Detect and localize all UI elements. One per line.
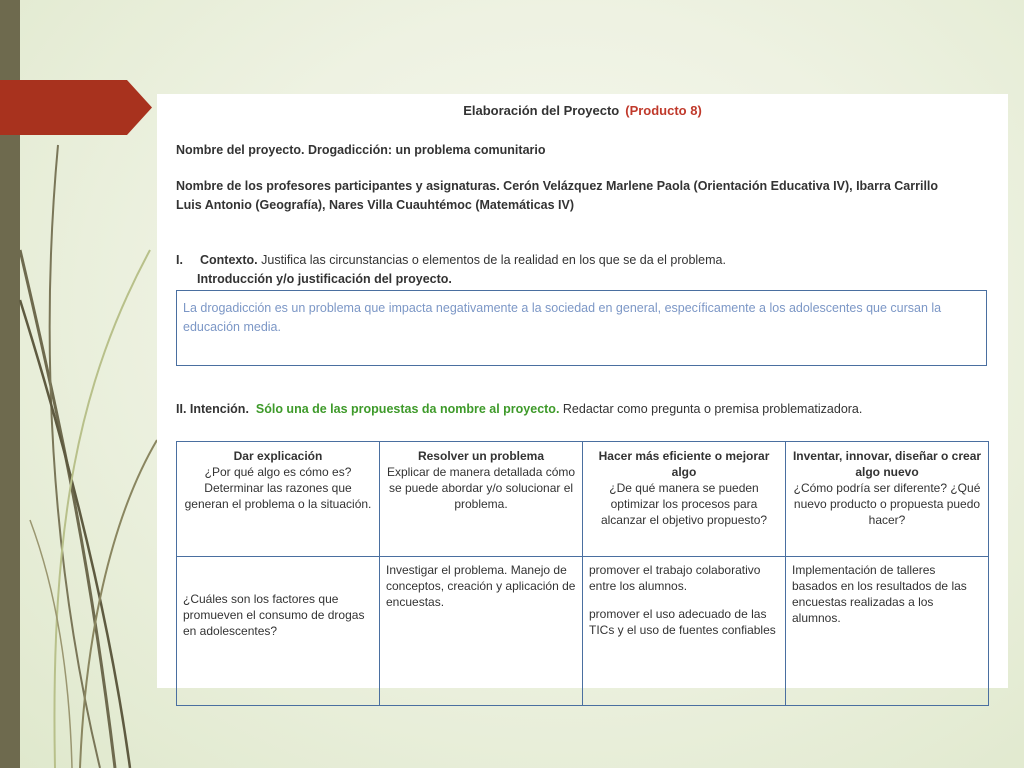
intention-green-text: Sólo una de las propuestas da nombre al proyecto. — [255, 402, 560, 416]
header-cell-explain — [177, 442, 380, 557]
context-number: I. — [176, 253, 183, 267]
table-header-row — [177, 442, 989, 557]
cell-text: Investigar el problema. Manejo de conceptos, creación y aplicación de encuestas. — [386, 563, 576, 609]
cell-text: promover el trabajo colaborativo entre los alumnos. — [589, 563, 761, 593]
context-text: Justifica las circunstancias o elementos de la realidad en los que se da el problema. — [257, 253, 726, 267]
intention-label: II. Intención. — [176, 402, 249, 416]
header-title: Hacer más eficiente o mejorar algo — [598, 449, 770, 479]
document-title — [157, 103, 1008, 118]
slide-tab-marker — [0, 80, 152, 135]
table-cell-invent — [786, 557, 989, 706]
project-name: Nombre del proyecto. Drogadicción: un problema comunitario — [176, 143, 546, 157]
intention-line — [176, 400, 862, 419]
table-row — [177, 557, 989, 706]
table-cell-improve — [583, 557, 786, 706]
intro-answer-text: La drogadicción es un problema que impacta negativamente a la sociedad en general, específicamente a los adolescentes que cursan la educación media. — [183, 301, 942, 334]
header-subtitle: ¿De qué manera se pueden optimizar los procesos para alcanzar el objetivo propuesto? — [600, 481, 768, 527]
project-document — [157, 94, 1008, 688]
context-line — [176, 251, 726, 270]
intention-table — [176, 441, 989, 706]
cell-text: ¿Cuáles son los factores que promueven el consumo de drogas en adolescentes? — [183, 592, 365, 638]
document-title-highlight: (Producto 8) — [625, 103, 702, 118]
header-title: Resolver un problema — [417, 449, 545, 463]
header-cell-solve — [380, 442, 583, 557]
intro-label: Introducción y/o justificación del proyecto. — [197, 272, 452, 286]
intention-text: Redactar como pregunta o premisa problematizadora. — [559, 402, 863, 416]
header-cell-invent — [786, 442, 989, 557]
table-cell-question — [177, 557, 380, 706]
document-title-text: Elaboración del Proyecto — [463, 103, 620, 118]
header-subtitle: Explicar de manera detallada cómo se puede abordar y/o solucionar el problema. — [386, 465, 576, 511]
teachers-info: Nombre de los profesores participantes y asignaturas. Cerón Velázquez Marlene Paola (Orientación Educativa IV), Ibarra Carrillo Luis Antonio (Geografía), Nares Villa Cuauhtémoc (Matemáticas IV) — [176, 179, 939, 212]
context-label: Contexto. — [200, 253, 258, 267]
table-cell-solve — [380, 557, 583, 706]
cell-text: promover el uso adecuado de las TICs y el uso de fuentes confiables — [589, 607, 776, 637]
header-title: Dar explicación — [233, 449, 323, 463]
header-subtitle: ¿Cómo podría ser diferente? ¿Qué nuevo producto o propuesta puedo hacer? — [793, 481, 981, 527]
header-cell-improve — [583, 442, 786, 557]
intro-answer-box — [176, 290, 987, 366]
header-title: Inventar, innovar, diseñar o crear algo nuevo — [792, 449, 982, 479]
cell-text: Implementación de talleres basados en los resultados de las encuestas realizadas a los alumnos. — [792, 563, 967, 625]
header-subtitle: ¿Por qué algo es cómo es? Determinar las razones que generan el problema o la situación. — [184, 465, 372, 511]
